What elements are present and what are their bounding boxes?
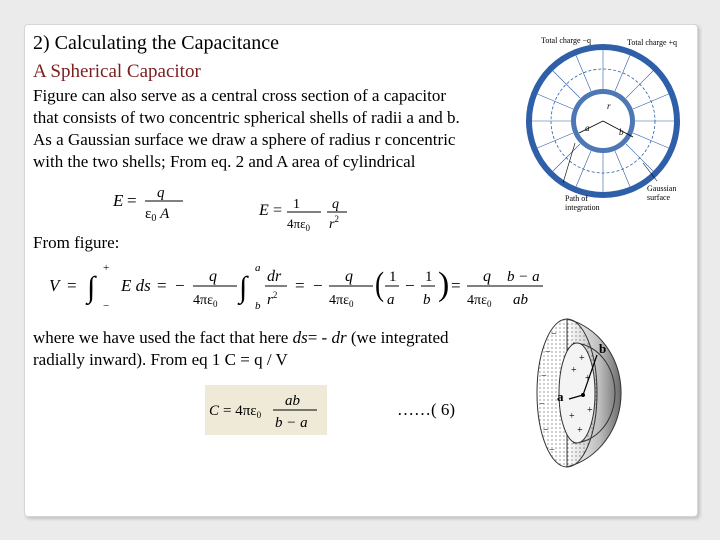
svg-text:=: = xyxy=(273,202,283,219)
svg-text:∫: ∫ xyxy=(239,271,248,304)
svg-text:−: − xyxy=(541,371,547,382)
svg-text:ab: ab xyxy=(513,292,528,308)
paragraph-line: with the two shells; From eq. 2 and A area of cylindrical xyxy=(33,152,416,171)
svg-text:E ds: E ds xyxy=(121,276,151,295)
label-r: r xyxy=(607,101,611,111)
svg-text:+: + xyxy=(579,353,585,364)
svg-text:+: + xyxy=(587,405,593,416)
label-total-charge-neg: Total charge −q xyxy=(541,36,592,45)
from-figure-label: From figure: xyxy=(33,233,120,252)
equation-gauss-field xyxy=(109,177,189,223)
paragraph-line: As a Gaussian surface we draw a sphere of radius r concentric xyxy=(33,130,456,149)
svg-text:+: + xyxy=(569,411,575,422)
slide-title: 2) Calculating the Capacitance xyxy=(33,32,280,54)
equation-potential-difference xyxy=(47,257,527,313)
svg-text:=: = xyxy=(127,191,137,210)
svg-text:b: b xyxy=(423,292,431,308)
label-b: b xyxy=(599,341,607,356)
svg-text:∫: ∫ xyxy=(87,271,96,304)
spherical-capacitor-cross-section xyxy=(515,33,691,217)
svg-text:4πε0: $4\pi\varepsilon_0$ xyxy=(287,216,311,233)
svg-text:dr: dr xyxy=(267,268,282,285)
text-run: = - xyxy=(307,328,332,347)
svg-text:q: q xyxy=(157,185,165,201)
svg-text:−: − xyxy=(551,329,557,340)
svg-text:a: a xyxy=(255,262,261,274)
svg-text:4πε0: $4\pi\varepsilon_0$ xyxy=(329,293,354,309)
svg-text:r2: $r^2$ xyxy=(329,214,339,232)
svg-text:+: + xyxy=(571,365,577,376)
equation-number: ……( 6) xyxy=(397,400,456,419)
equation-capacitance xyxy=(205,385,327,435)
label-total-charge-pos: Total charge +q xyxy=(627,38,678,47)
svg-text:ε0 A: $\varepsilon_0$ A xyxy=(145,206,170,223)
label-a: a xyxy=(585,123,590,133)
svg-text:1: 1 xyxy=(425,269,433,285)
svg-text:q: q xyxy=(209,268,217,285)
svg-text:1: 1 xyxy=(389,269,397,285)
svg-text:−: − xyxy=(313,276,323,295)
paragraph-line: that consists of two concentric spherical shells of radii a and b. xyxy=(33,108,460,127)
svg-text:−: − xyxy=(175,276,185,295)
svg-text:4πε0: $4\pi\varepsilon_0$ xyxy=(193,293,218,309)
svg-text:+: + xyxy=(585,373,591,384)
svg-text:+: + xyxy=(577,425,583,436)
slide-subtitle: A Spherical Capacitor xyxy=(33,61,201,82)
svg-text:V: V xyxy=(49,276,60,295)
svg-text:b − a: b − a xyxy=(275,415,308,431)
svg-text:): ) xyxy=(438,266,450,303)
svg-text:−: − xyxy=(405,276,415,295)
svg-text:−: − xyxy=(549,445,555,456)
svg-text:q: q xyxy=(332,197,339,212)
svg-text:−: − xyxy=(545,347,551,358)
paragraph-line xyxy=(33,327,533,349)
label-path: Path of xyxy=(565,194,588,203)
label-surface: surface xyxy=(647,193,671,202)
paragraph-inward xyxy=(33,327,533,371)
paragraph-line: radially inward). From eq 1 C = q / V xyxy=(33,350,288,369)
svg-text:=: = xyxy=(157,276,167,295)
svg-text:b: b xyxy=(255,300,261,312)
label-b: b xyxy=(619,127,624,137)
svg-text:=: = xyxy=(295,276,305,295)
svg-text:a: a xyxy=(387,292,395,308)
svg-text:1: 1 xyxy=(293,197,300,212)
svg-text:−: − xyxy=(103,300,110,312)
svg-text:r2: $r^2$ xyxy=(267,290,278,308)
svg-text:=: = xyxy=(451,276,461,295)
svg-text:b − a: b − a xyxy=(507,269,540,285)
label-gaussian: Gaussian xyxy=(647,184,677,193)
svg-text:−: − xyxy=(543,425,549,436)
equation-potential-tail xyxy=(503,257,549,313)
svg-text:ab: ab xyxy=(285,393,300,409)
svg-text:+: + xyxy=(103,262,110,274)
text-dr: dr xyxy=(331,328,347,347)
text-run: (we integrated xyxy=(346,328,449,347)
svg-text:E: E xyxy=(259,202,269,219)
svg-text:4πε0: $4\pi\varepsilon_0$ xyxy=(467,293,492,309)
svg-text:−: − xyxy=(539,399,545,410)
paragraph-intro xyxy=(33,85,533,173)
paragraph-line: Figure can also serve as a central cross section of a capacitor xyxy=(33,86,447,105)
path-pointer xyxy=(563,143,575,183)
svg-text:(: ( xyxy=(375,265,385,303)
svg-text:=: = xyxy=(67,276,77,295)
label-integration: integration xyxy=(565,203,600,212)
equation-coulomb-field xyxy=(255,191,355,237)
svg-text:q: q xyxy=(483,268,491,285)
svg-text:q: q xyxy=(345,268,353,285)
svg-text:= 4πε0: = $4\pi\varepsilon_0$ xyxy=(223,403,262,420)
svg-text:E: E xyxy=(113,191,124,210)
text-run: where we have used the fact that here xyxy=(33,328,293,347)
spherical-capacitor-cutaway xyxy=(527,315,667,471)
slide xyxy=(24,24,698,517)
label-a: a xyxy=(557,389,564,404)
svg-text:C: C xyxy=(209,403,220,419)
text-ds: ds xyxy=(292,328,308,347)
